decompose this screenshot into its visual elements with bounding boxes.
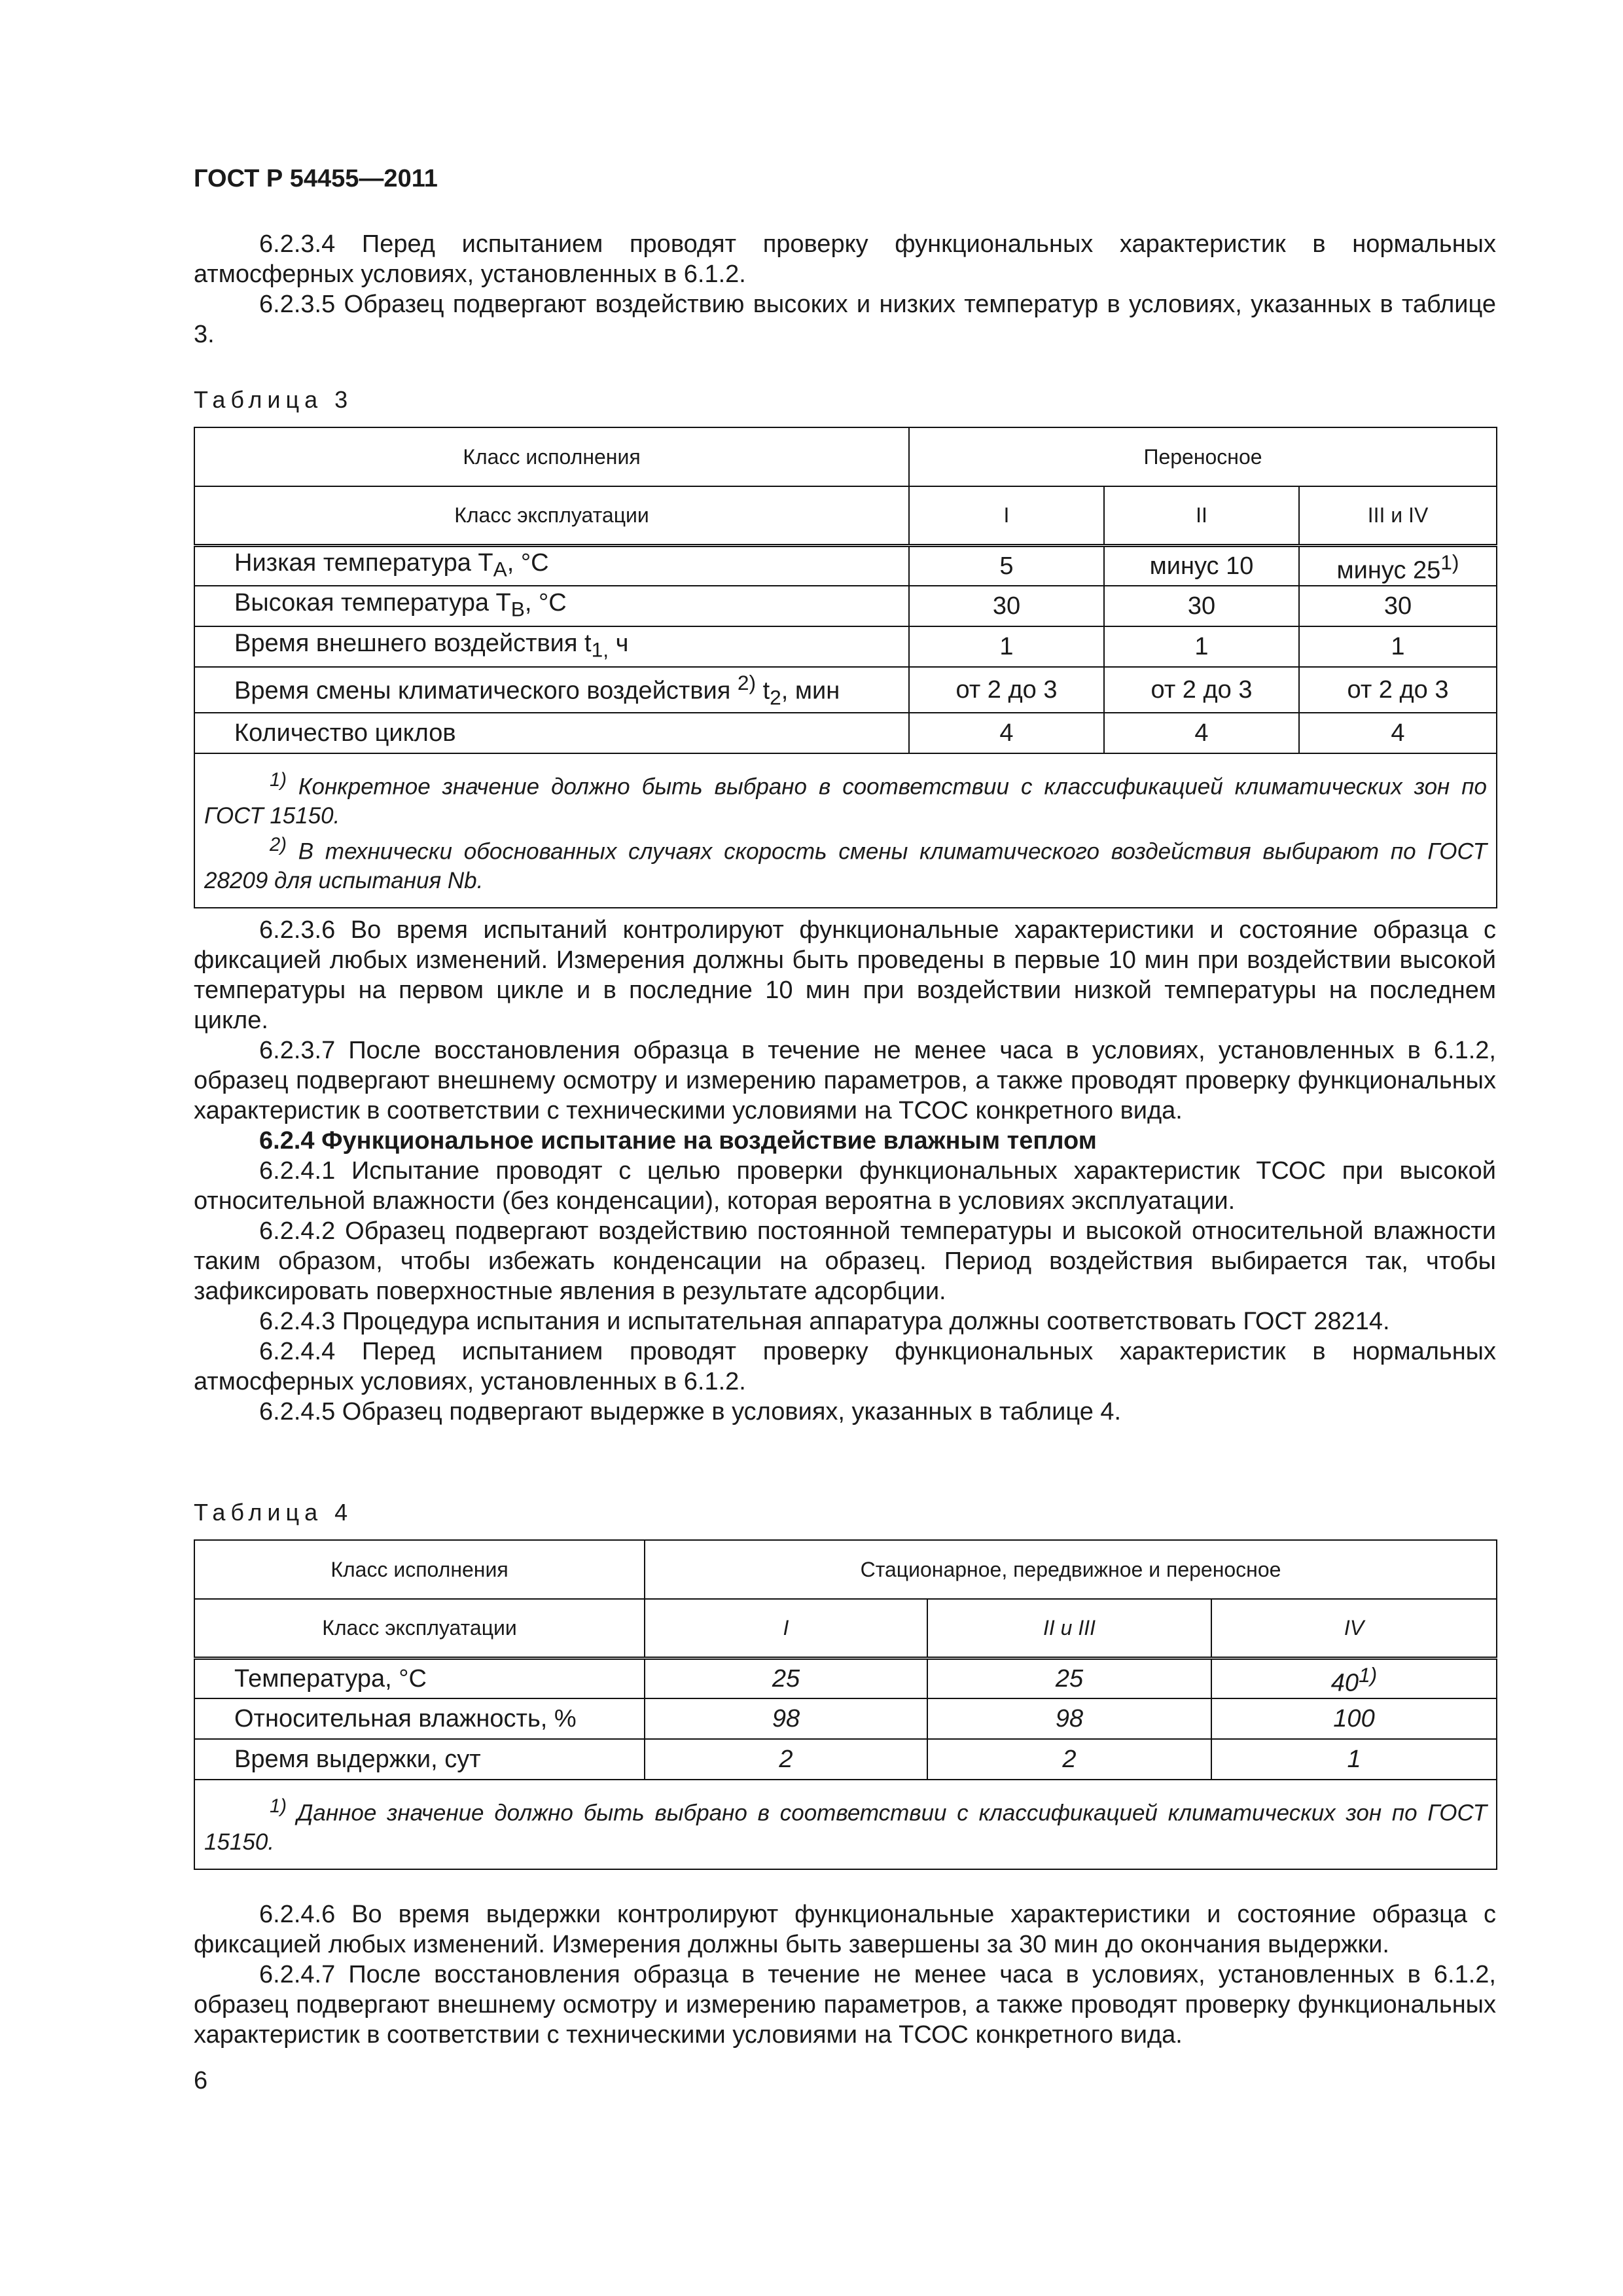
table-3-header-oper-col: III и IV	[1299, 486, 1497, 545]
table-cell: 4	[909, 713, 1104, 753]
paragraph: 6.2.4.1 Испытание проводят с целью проверки функциональных характеристик ТСОС при высокой относительной влажности (без конденсации), которая вероятна в условиях эксплуатации.	[194, 1157, 1496, 1215]
table-cell: 5	[909, 545, 1104, 586]
footnote: $^{1)}$ Данное значение должно быть выбрано в соответствии с классификацией климатических зон по ГОСТ 15150.	[204, 1796, 1488, 1855]
table-row	[194, 1739, 1497, 1780]
table-3	[194, 427, 1497, 908]
table-3-header-class-exec-value: Переносное	[909, 427, 1497, 486]
table-row	[194, 586, 1497, 626]
table-row	[194, 626, 1497, 667]
table-4-header-oper-col: II и III	[927, 1599, 1211, 1658]
section-heading-6-2-4: 6.2.4 Функциональное испытание на воздействие влажным теплом	[259, 1127, 1097, 1155]
footnote: $^{2)}$ В технически обоснованных случаях скорость смены климатического воздействия выбирают по ГОСТ 28209 для испытания Nb.	[204, 834, 1487, 893]
table-4	[194, 1539, 1497, 1870]
table-cell: 1	[1104, 626, 1299, 667]
table-4-header-class-exec: Класс исполнения	[194, 1540, 645, 1599]
footnote-mark: 1)	[1359, 1662, 1378, 1687]
table-cell: 30	[1299, 586, 1497, 626]
table-row	[194, 667, 1497, 713]
table-cell: 40$^{1)}$	[1211, 1658, 1497, 1698]
table-cell: 4	[1104, 713, 1299, 753]
footnote-mark: 2)	[737, 671, 757, 695]
table-cell: 4	[1299, 713, 1497, 753]
row-label: Низкая температура $T_A$, °C	[194, 545, 909, 586]
table-row	[194, 1658, 1497, 1698]
table-row	[194, 545, 1497, 586]
row-label: Температура, °C	[194, 1658, 645, 1698]
table-row	[194, 713, 1497, 753]
paragraph: 6.2.4.2 Образец подвергают воздействию постоянной температуры и высокой относительной влажности таким образом, чтобы избежать конденсации на образец. Период воздействия выбирается так, чтобы зафиксировать поверхностные явления в результате адсорбции.	[194, 1217, 1496, 1305]
paragraph-6-2-3-5: 6.2.3.5 Образец подвергают воздействию высоких и низких температур в условиях, указанных в таблице 3.	[194, 291, 1496, 348]
paragraph: 6.2.4.3 Процедура испытания и испытательная аппаратура должны соответствовать ГОСТ 28214.	[259, 1308, 1390, 1335]
paragraph: 6.2.4.4 Перед испытанием проводят проверку функциональных характеристик в нормальных атмосферных условиях, установленных в 6.1.2.	[194, 1338, 1496, 1395]
paragraph: 6.2.3.6 Во время испытаний контролируют функциональные характеристики и состояние образца с фиксацией любых изменений. Измерения должны быть проведены в первые 10 мин при воздействии высокой температуры на первом цикле и в последние 10 мин при воздействии низкой температуры на последнем цикле.	[194, 916, 1496, 1034]
footnote-mark: 1)	[1440, 550, 1459, 574]
row-label: Время внешнего воздействия $t_{1,}$ ч	[194, 626, 909, 667]
document-header: ГОСТ Р 54455—2011	[194, 165, 438, 192]
table-cell: 100	[1211, 1698, 1497, 1739]
table-cell: 30	[909, 586, 1104, 626]
footnote: $^{1)}$ Конкретное значение должно быть выбрано в соответствии с классификацией климатических зон по ГОСТ 15150.	[204, 770, 1487, 829]
table-cell: минус 10	[1104, 545, 1299, 586]
table-cell: минус 25$^{1)}$	[1299, 545, 1497, 586]
table-cell: 1	[1211, 1739, 1497, 1780]
paragraph: 6.2.4.5 Образец подвергают выдержке в условиях, указанных в таблице 4.	[259, 1398, 1122, 1426]
table-cell: 1	[1299, 626, 1497, 667]
table-3-header-class-oper: Класс эксплуатации	[194, 486, 909, 545]
table-row	[194, 1698, 1497, 1739]
table-3-header-oper-col: II	[1104, 486, 1299, 545]
table-4-caption: Таблица 4	[194, 1499, 353, 1526]
table-cell: от 2 до 3	[909, 667, 1104, 713]
table-cell: 2	[645, 1739, 927, 1780]
table-4-header-class-exec-value: Стационарное, передвижное и переносное	[645, 1540, 1497, 1599]
table-3-header-oper-col: I	[909, 486, 1104, 545]
table-cell: 30	[1104, 586, 1299, 626]
table-cell: 25	[927, 1658, 1211, 1698]
section-6-2-3-intro	[194, 229, 1496, 350]
paragraph: 6.2.3.7 После восстановления образца в течение не менее часа в условиях, установленных в 6.1.2, образец подвергают внешнему осмотру и измерению параметров, а также проводят проверку функциональных характеристик в соответствии с техническими условиями на ТСОС конкретного вида.	[194, 1037, 1496, 1124]
table-cell: 25	[645, 1658, 927, 1698]
row-label: Время смены климатического воздействия $^{2)}$ $t_2$, мин	[194, 667, 909, 713]
table-4-header-class-oper: Класс эксплуатации	[194, 1599, 645, 1658]
table-cell: 98	[645, 1698, 927, 1739]
table-3-caption: Таблица 3	[194, 386, 353, 413]
paragraph-6-2-3-4: 6.2.3.4 Перед испытанием проводят проверку функциональных характеристик в нормальных атмосферных условиях, установленных в 6.1.2.	[194, 230, 1496, 288]
table-4-header-oper-col: IV	[1211, 1599, 1497, 1658]
row-label: Высокая температура $T_B$, °C	[194, 586, 909, 626]
page-number: 6	[194, 2067, 208, 2094]
paragraph-6-2-4-7: 6.2.4.7 После восстановления образца в течение не менее часа в условиях, установленных в 6.1.2, образец подвергают внешнему осмотру и измерению параметров, а также проводят проверку функциональных характеристик в соответствии с техническими условиями на ТСОС конкретного вида.	[194, 1961, 1496, 2049]
table-3-header-class-exec: Класс исполнения	[194, 427, 909, 486]
paragraph-6-2-4-6: 6.2.4.6 Во время выдержки контролируют функциональные характеристики и состояние образца с фиксацией любых изменений. Измерения должны быть завершены за 30 мин до окончания выдержки.	[194, 1901, 1496, 1958]
table-3-footnotes	[194, 753, 1497, 907]
table-cell: от 2 до 3	[1104, 667, 1299, 713]
row-label: Количество циклов	[194, 713, 909, 753]
row-label: Время выдержки, сут	[194, 1739, 645, 1780]
table-cell: 2	[927, 1739, 1211, 1780]
table-cell: 1	[909, 626, 1104, 667]
table-4-footnotes	[194, 1780, 1497, 1869]
section-6-2-3-6-to-6-2-4-5	[194, 915, 1496, 1427]
table-cell: от 2 до 3	[1299, 667, 1497, 713]
section-6-2-4-6-to-6-2-4-7	[194, 1899, 1496, 2050]
table-4-header-oper-col: I	[645, 1599, 927, 1658]
row-label: Относительная влажность, %	[194, 1698, 645, 1739]
table-cell: 98	[927, 1698, 1211, 1739]
